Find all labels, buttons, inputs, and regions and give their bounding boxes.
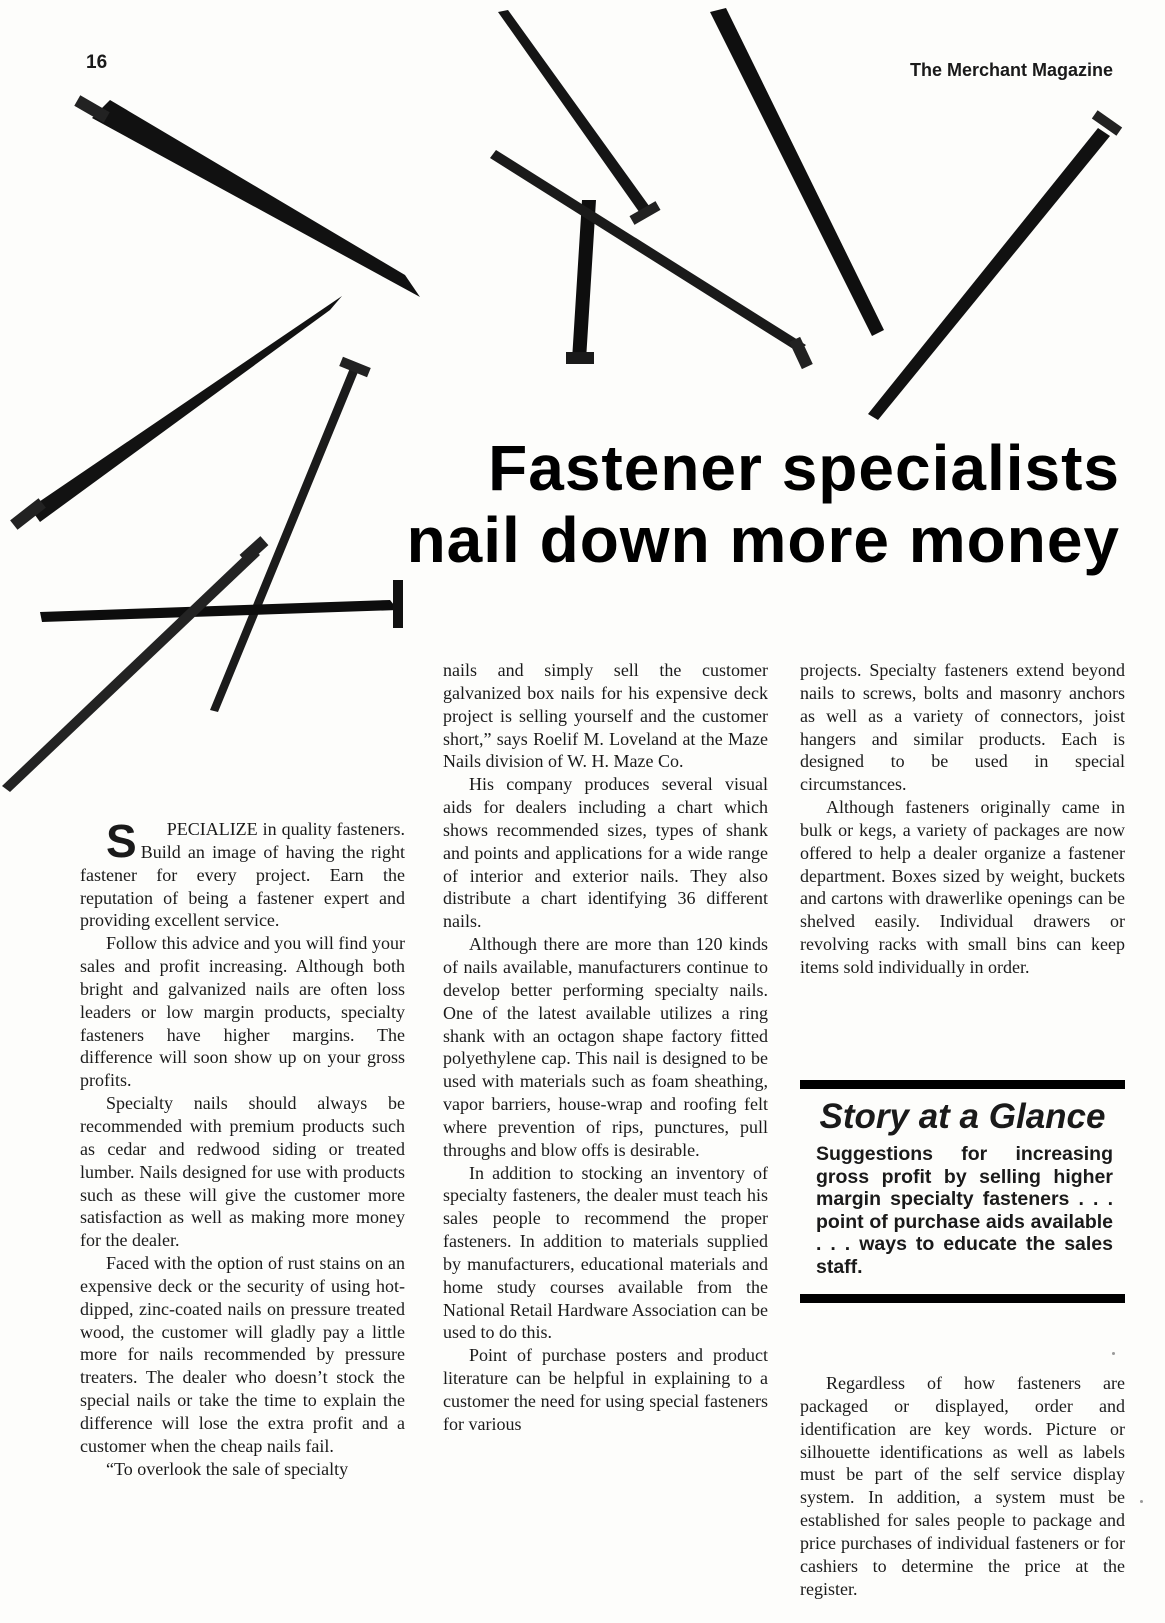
headline-line: nail down more money bbox=[406, 504, 1120, 576]
glance-title: Story at a Glance bbox=[819, 1097, 1106, 1136]
body-paragraph: Although there are more than 120 kinds of nails available, manufacturers continue to develop better performing specialty nails. One of the latest available utilizes a ring shank with an octagon shape factory fitted polyethylene cap. This nail is designed to be used with materials such as foam sheathing, vapor barriers, house-wrap and roofing felt where prevention of rips, punctures, pull throughs and blow offs is desirable. bbox=[443, 934, 768, 1160]
story-at-a-glance-box bbox=[800, 1080, 1125, 1303]
nail-graphic bbox=[74, 95, 420, 297]
divider bbox=[800, 1080, 1125, 1089]
body-paragraph: His company produces several visual aids for dealers including a chart which shows recommended sizes, types of shank and points and applications for a wide range of interior and exterior nails. They also distribute a chart identifying 36 different nails. bbox=[443, 774, 768, 932]
article-column-2 bbox=[443, 659, 768, 1436]
lead-text: PECIALIZE in quality fasteners. Build an image of having the right fastener for every project. Earn the reputation of being a fastener expert and providing excellent service. bbox=[80, 819, 405, 931]
nail-graphic bbox=[10, 296, 342, 530]
body-paragraph: “To overlook the sale of specialty bbox=[106, 1458, 349, 1479]
page-number: 16 bbox=[86, 52, 108, 73]
speck bbox=[1112, 1352, 1115, 1355]
article-column-3 bbox=[800, 659, 1125, 979]
glance-summary: Suggestions for increasing gross profit by selling higher margin specialty fasteners . . . point of purchase aids available . . . ways to educate the sales staff. bbox=[816, 1143, 1113, 1278]
body-paragraph: Although fasteners originally came in bulk or kegs, a variety of packages are now offered to help a dealer organize a fastener department. Boxes sized by weight, buckets and cartons with drawerlike openings can be shelved easily. Individual drawers or revolving racks with small bins can keep items sold individually in order. bbox=[800, 797, 1125, 977]
body-paragraph: Faced with the option of rust stains on an expensive deck or the security of using hot-dipped, zinc-coated nails on pressure treated wood, the customer will gladly pay a little more for nails recommended by pressure treaters. The dealer who doesn’t stock the special nails or take the time to explain the difference will lose the extra profit and a customer when the cheap nails fail. bbox=[80, 1253, 405, 1456]
body-paragraph: Specialty nails should always be recommended with premium products such as cedar and redwood siding or treated lumber. Nails designed for use with products such as these will give the customer more satisfaction as well as making more money for the dealer. bbox=[80, 1093, 405, 1251]
body-paragraph: Regardless of how fasteners are packaged or displayed, order and identification are key words. Picture or silhouette identifications as well as labels must be part of the self service display system. In addition, a system must be established for sales people to package and price purchases of individual fasteners or for cashiers to determine the price at the register. bbox=[800, 1373, 1125, 1599]
drop-cap: S bbox=[106, 815, 137, 867]
nail-graphic bbox=[498, 10, 660, 225]
headline-line: Fastener specialists bbox=[488, 432, 1120, 504]
speck bbox=[1140, 1500, 1143, 1503]
divider bbox=[800, 1294, 1125, 1303]
body-paragraph: Follow this advice and you will find your sales and profit increasing. Although both bright and galvanized nails are often loss leaders or low margin products, specialty fasteners have higher margins. The difference will soon show up on your gross profits. bbox=[80, 933, 405, 1091]
body-paragraph: nails and simply sell the customer galvanized box nails for his expensive deck project is selling yourself and the customer short,” says Roelif M. Loveland at the Maze Nails division of W. H. Maze Co. bbox=[443, 660, 768, 772]
body-paragraph: In addition to stocking an inventory of specialty fasteners, the dealer must teach his sales people to recommend the proper fasteners. In addition to materials supplied by manufacturers, educational materials and home study courses available from the National Retail Hardware Association can be used to do this. bbox=[443, 1162, 768, 1343]
lead-paragraph bbox=[80, 815, 405, 932]
nail-graphic bbox=[490, 150, 813, 369]
article-headline bbox=[330, 432, 1120, 576]
nail-graphic bbox=[710, 8, 884, 336]
nail-graphic bbox=[868, 110, 1122, 420]
body-paragraph: projects. Specialty fasteners extend beyond nails to screws, bolts and masonry anchors as well as a variety of connectors, joist hangers and similar products. Each is designed to be used in special circumstances. bbox=[800, 660, 1125, 795]
nail-graphic bbox=[2, 536, 268, 792]
article-column-1 bbox=[80, 815, 405, 1480]
publication-title: The Merchant Magazine bbox=[909, 60, 1113, 80]
body-paragraph: Point of purchase posters and product literature can be helpful in explaining to a customer the need for using special fasteners for various bbox=[443, 1345, 768, 1434]
nail-graphic bbox=[566, 200, 596, 364]
article-column-3-continued bbox=[800, 1372, 1125, 1600]
